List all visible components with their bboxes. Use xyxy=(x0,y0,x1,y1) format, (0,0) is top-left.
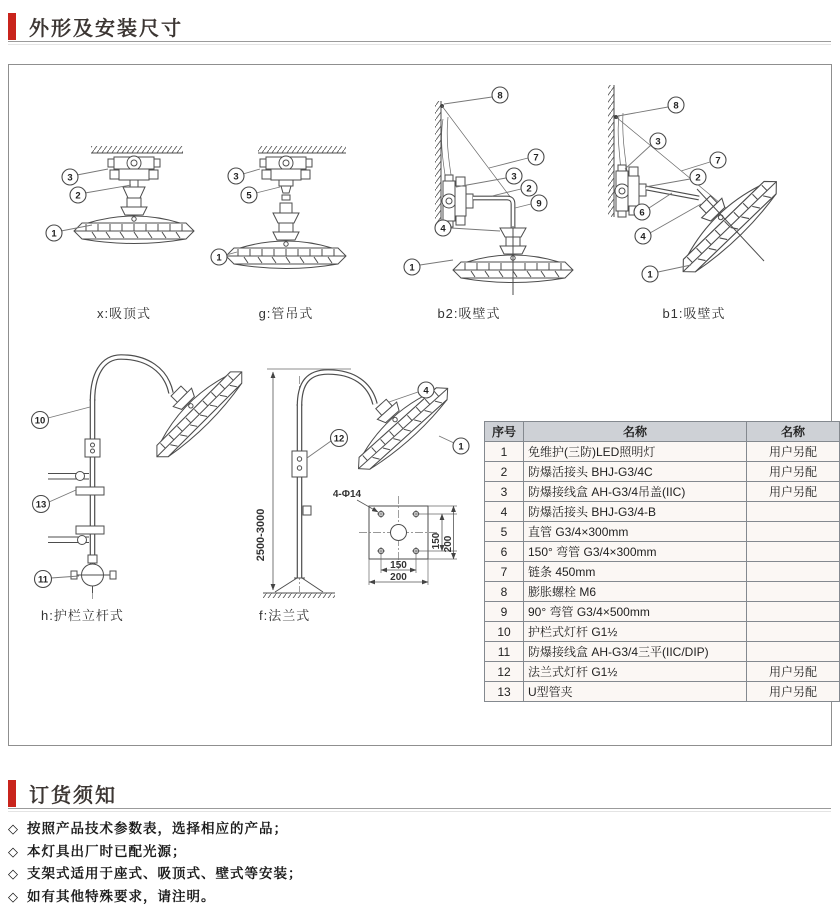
svg-text:150: 150 xyxy=(431,532,442,550)
svg-text:200: 200 xyxy=(443,535,454,553)
ordering-note-item xyxy=(8,841,818,864)
ordering-note-text: 如有其他特殊要求，请注明。 xyxy=(27,889,216,905)
cell-name: 150° 弯管 G3/4×300mm xyxy=(524,542,747,562)
cell-name: 直管 G3/4×300mm xyxy=(524,522,747,542)
cell-name: 膨胀螺栓 M6 xyxy=(524,582,747,602)
callout-12 xyxy=(307,430,348,459)
section-header-ordering xyxy=(8,779,117,808)
cell-index: 8 xyxy=(485,582,524,602)
table-row xyxy=(485,682,840,702)
caption-wall-mount-b2: b2:吸壁式 xyxy=(437,306,501,321)
parts-table-container xyxy=(484,421,820,702)
ordering-note-text: 按照产品技术参数表，选择相应的产品； xyxy=(27,821,288,836)
caption-pipe-hung: g:管吊式 xyxy=(258,306,314,321)
svg-text:3: 3 xyxy=(511,171,517,183)
table-row xyxy=(485,542,840,562)
cell-name: U型管夹 xyxy=(524,682,747,702)
svg-text:8: 8 xyxy=(673,100,679,112)
cell-name: 免维护(三防)LED照明灯 xyxy=(524,442,747,462)
figure-ceiling-mount xyxy=(46,146,194,244)
ordering-note-item xyxy=(8,863,818,886)
cell-remark xyxy=(747,562,840,582)
flange-plate-detail xyxy=(333,489,457,585)
table-row xyxy=(485,642,840,662)
table-row xyxy=(485,582,840,602)
cell-index: 12 xyxy=(485,662,524,682)
diamond-bullet: ◇ xyxy=(8,843,19,859)
caption-guardrail-pole: h:护栏立杆式 xyxy=(41,608,124,623)
callout-7 xyxy=(681,152,726,171)
svg-text:1: 1 xyxy=(458,441,464,453)
cell-remark xyxy=(747,522,840,542)
figure-guardrail-pole xyxy=(32,349,251,599)
cell-index: 2 xyxy=(485,462,524,482)
svg-text:150: 150 xyxy=(390,560,407,571)
svg-text:4: 4 xyxy=(423,385,429,397)
svg-text:7: 7 xyxy=(533,152,539,164)
svg-text:1: 1 xyxy=(647,269,653,281)
table-row xyxy=(485,622,840,642)
svg-text:4: 4 xyxy=(440,223,446,235)
callout-2 xyxy=(70,185,131,203)
cell-name: 防爆活接头 BHJ-G3/4C xyxy=(524,462,747,482)
cell-index: 13 xyxy=(485,682,524,702)
caption-ceiling-mount: x:吸顶式 xyxy=(96,306,152,321)
svg-text:11: 11 xyxy=(37,574,49,586)
cell-remark xyxy=(747,502,840,522)
section-title-outline: 外形及安装尺寸 xyxy=(29,18,183,40)
cell-index: 3 xyxy=(485,482,524,502)
ordering-notes-list xyxy=(8,818,818,909)
svg-text:9: 9 xyxy=(536,198,542,210)
svg-text:1: 1 xyxy=(409,262,415,274)
svg-text:3: 3 xyxy=(655,136,661,148)
callout-3 xyxy=(62,169,108,185)
diamond-bullet: ◇ xyxy=(8,821,19,836)
cell-index: 7 xyxy=(485,562,524,582)
col-header-remark: 名称 xyxy=(747,422,840,442)
svg-text:1: 1 xyxy=(216,252,222,264)
callout-3 xyxy=(228,168,260,184)
table-row xyxy=(485,662,840,682)
cell-index: 6 xyxy=(485,542,524,562)
table-row xyxy=(485,462,840,482)
caption-flange-pole: f:法兰式 xyxy=(259,608,311,623)
svg-text:200: 200 xyxy=(390,572,407,583)
table-row xyxy=(485,522,840,542)
figure-wall-mount-b1 xyxy=(608,85,786,282)
cell-remark: 用户另配 xyxy=(747,682,840,702)
cell-remark: 用户另配 xyxy=(747,442,840,462)
callout-3 xyxy=(456,168,522,187)
callout-2 xyxy=(645,169,706,187)
callout-13 xyxy=(33,490,77,513)
caption-wall-mount-b1: b1:吸壁式 xyxy=(662,306,726,321)
cell-remark xyxy=(747,642,840,662)
section-title-ordering: 订货须知 xyxy=(29,785,117,807)
svg-text:13: 13 xyxy=(35,499,47,511)
red-accent-bar xyxy=(8,780,16,807)
svg-text:1: 1 xyxy=(51,228,57,240)
diamond-bullet: ◇ xyxy=(8,866,19,882)
svg-text:10: 10 xyxy=(34,415,46,427)
table-row xyxy=(485,442,840,462)
cell-name: 防爆接线盒 AH-G3/4三平(IIC/DIP) xyxy=(524,642,747,662)
cell-index: 11 xyxy=(485,642,524,662)
ordering-note-text: 本灯具出厂时已配光源； xyxy=(27,843,187,859)
parts-table-header-row xyxy=(485,422,840,442)
ordering-divider xyxy=(8,808,831,812)
svg-text:2: 2 xyxy=(526,183,532,195)
figure-pipe-hung xyxy=(211,146,346,269)
flange-bolt-label: 4-Φ14 xyxy=(332,489,362,500)
callout-8 xyxy=(444,87,508,104)
callout-10 xyxy=(32,407,91,429)
svg-text:5: 5 xyxy=(246,190,252,202)
svg-text:7: 7 xyxy=(715,155,721,167)
red-accent-bar xyxy=(8,13,16,40)
cell-remark: 用户另配 xyxy=(747,462,840,482)
cell-name: 90° 弯管 G3/4×500mm xyxy=(524,602,747,622)
pole-height-dim: 2500-3000 xyxy=(255,508,267,562)
col-header-index: 序号 xyxy=(485,422,524,442)
cell-index: 4 xyxy=(485,502,524,522)
svg-text:2: 2 xyxy=(75,190,81,202)
cell-index: 9 xyxy=(485,602,524,622)
callout-3 xyxy=(625,133,666,169)
callout-6 xyxy=(634,193,672,220)
table-row xyxy=(485,562,840,582)
figure-wall-mount-b2 xyxy=(404,87,573,295)
callout-1 xyxy=(404,259,453,275)
cell-remark xyxy=(747,622,840,642)
cell-index: 10 xyxy=(485,622,524,642)
header-divider xyxy=(8,41,831,45)
cell-remark xyxy=(747,542,840,562)
figure-flange-pole xyxy=(255,364,469,598)
table-row xyxy=(485,502,840,522)
svg-text:12: 12 xyxy=(333,433,345,445)
callout-5 xyxy=(241,187,280,203)
cell-index: 1 xyxy=(485,442,524,462)
ordering-note-item xyxy=(8,886,818,909)
table-row xyxy=(485,482,840,502)
svg-text:4: 4 xyxy=(640,231,646,243)
parts-table-body xyxy=(485,442,840,702)
cell-remark xyxy=(747,602,840,622)
svg-text:6: 6 xyxy=(639,207,645,219)
cell-remark: 用户另配 xyxy=(747,482,840,502)
col-header-name: 名称 xyxy=(524,422,747,442)
cell-remark: 用户另配 xyxy=(747,662,840,682)
section-header-outline xyxy=(8,12,183,41)
callout-8 xyxy=(618,97,684,116)
svg-text:3: 3 xyxy=(233,171,239,183)
table-row xyxy=(485,602,840,622)
callout-9 xyxy=(515,195,547,211)
ordering-note-text: 支架式适用于座式、吸顶式、壁式等安装； xyxy=(27,866,303,882)
cell-name: 护栏式灯杆 G1½ xyxy=(524,622,747,642)
cell-name: 链条 450mm xyxy=(524,562,747,582)
svg-text:2: 2 xyxy=(695,172,701,184)
diamond-bullet: ◇ xyxy=(8,889,19,905)
cell-index: 5 xyxy=(485,522,524,542)
ordering-note-item xyxy=(8,818,818,841)
cell-name: 防爆接线盒 AH-G3/4吊盖(IIC) xyxy=(524,482,747,502)
callout-1 xyxy=(439,436,469,454)
cell-remark xyxy=(747,582,840,602)
svg-text:8: 8 xyxy=(497,90,503,102)
cell-name: 法兰式灯杆 G1½ xyxy=(524,662,747,682)
callout-4 xyxy=(435,220,500,236)
parts-table xyxy=(484,421,840,702)
callout-7 xyxy=(489,149,544,168)
drawings-panel xyxy=(8,64,832,746)
svg-text:3: 3 xyxy=(67,172,73,184)
cell-name: 防爆活接头 BHJ-G3/4-B xyxy=(524,502,747,522)
